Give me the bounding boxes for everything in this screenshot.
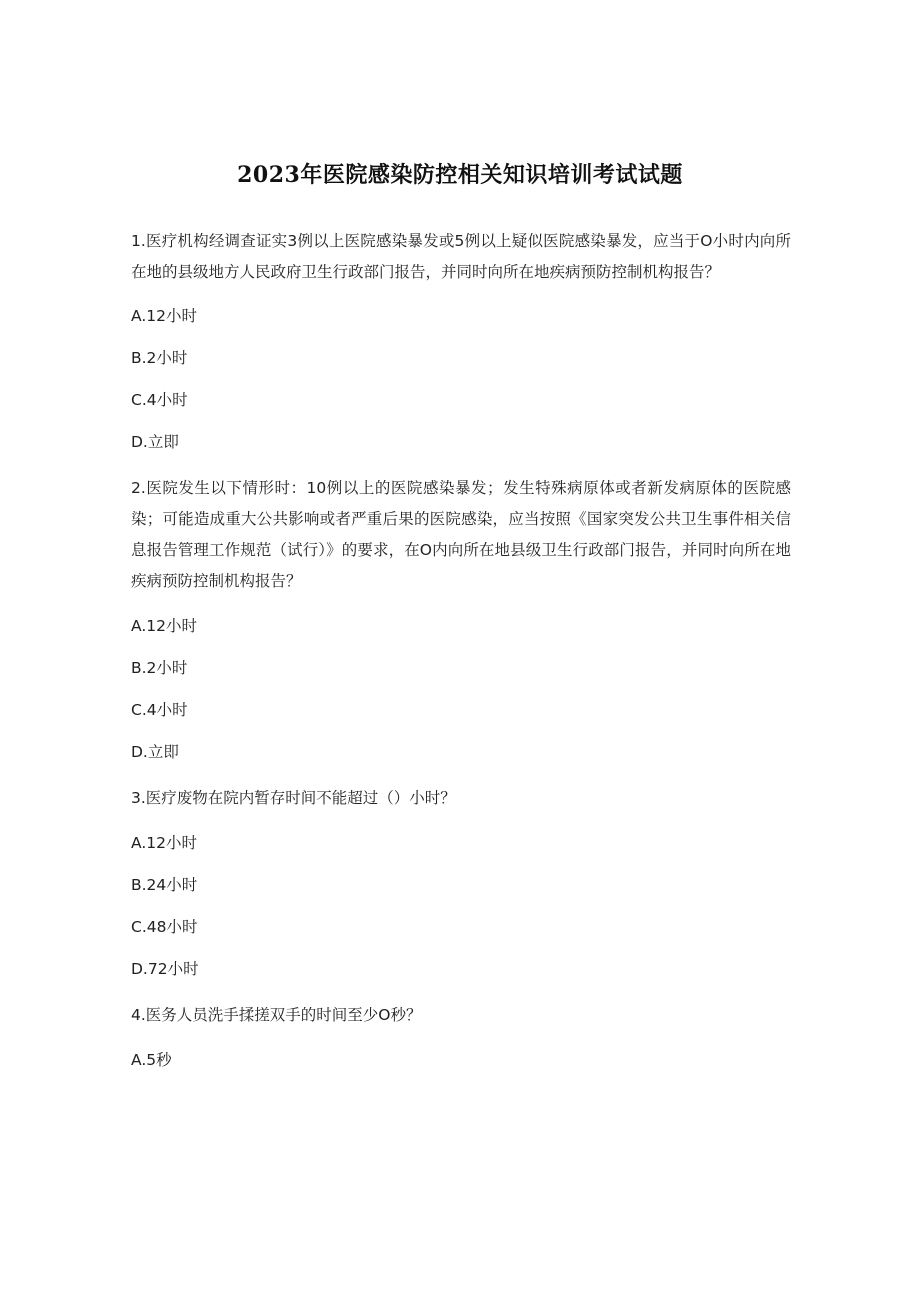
question-4 — [131, 1000, 791, 1071]
option-a: A.12小时 — [131, 834, 197, 852]
option-d: D.立即 — [131, 743, 179, 761]
question-text: 2.医院发生以下情形时：10例以上的医院感染暴发；发生特殊病原体或者新发病原体的医院感染；可能造成重大公共影响或者严重后果的医院感染，应当按照《国家突发公共卫生事件相关信息报告管理工作规范（试行）》的要求，在O内向所在地县级卫生行政部门报告，并同时向所在地疾病预防控制机构报告？ — [131, 479, 791, 590]
question-1 — [131, 226, 791, 453]
question-2 — [131, 473, 791, 763]
option-d: D.72小时 — [131, 960, 199, 978]
option-c: C.4小时 — [131, 391, 188, 409]
option-b: B.2小时 — [131, 349, 188, 367]
question-3 — [131, 783, 791, 980]
question-list — [131, 226, 791, 1091]
page-title: 2023年医院感染防控相关知识培训考试试题 — [237, 162, 683, 188]
question-text: 1.医疗机构经调查证实3例以上医院感染暴发或5例以上疑似医院感染暴发，应当于O小时内向所在地的县级地方人民政府卫生行政部门报告，并同时向所在地疾病预防控制机构报告？ — [131, 232, 791, 281]
option-b: B.2小时 — [131, 659, 188, 677]
option-b: B.24小时 — [131, 876, 198, 894]
option-a: A.12小时 — [131, 307, 197, 325]
question-text: 3.医疗废物在院内暂存时间不能超过（）小时？ — [131, 789, 456, 807]
option-c: C.4小时 — [131, 701, 188, 719]
option-a: A.12小时 — [131, 617, 197, 635]
option-d: D.立即 — [131, 433, 179, 451]
option-a: A.5秒 — [131, 1051, 172, 1069]
option-c: C.48小时 — [131, 918, 198, 936]
question-text: 4.医务人员洗手揉搓双手的时间至少O秒？ — [131, 1006, 422, 1024]
